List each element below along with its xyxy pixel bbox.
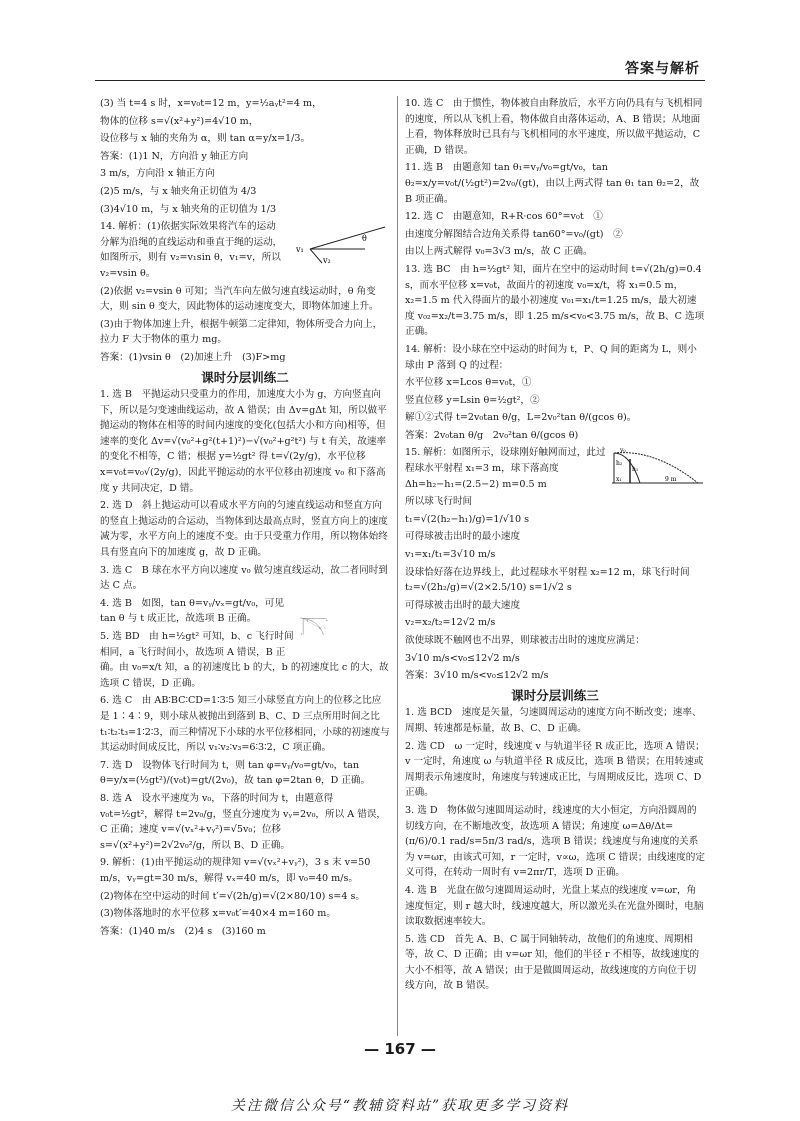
answer-block: 3 m/s，方向沿 x 轴正方向 [100, 168, 215, 180]
item-15-line: 所以球飞行时间 [405, 496, 473, 508]
fig15-h2-label: h₂ [616, 460, 623, 468]
answer-block: (3)4√10 m，与 x 轴夹角的正切值为 1/3 [100, 203, 277, 215]
fig14-v1-label: v₁ [296, 245, 304, 255]
header-title: 答案与解析 [625, 61, 700, 77]
item-15-line: 欲使球既不触网也不出界，则球被击出时的速度应满足： [405, 635, 645, 646]
fig4-x-label: x [326, 618, 328, 622]
item-12-eq2: 由速度分解图结合边角关系得 tan60°=v₀/(gt) ② [405, 228, 623, 240]
item-4: 4. 选 B 如图，tan θ=vᵧ/vₓ=gt/v₀，可见 tan θ 与 t 成正比，故选项 B 正确。 [100, 597, 288, 625]
item-12-result: 由以上两式解得 v₀=3√3 m/s，故 C 正确。 [405, 246, 593, 258]
item-15-line: 设球恰好落在边界线上，此过程球水平射程 x₂=12 m，球飞行时间 t₂=√(2h₂/g)=√(2×2.5/10) s=1/√2 s [405, 566, 693, 594]
item-15-line: 3√10 m/s<v₀≤12√2 m/s [405, 652, 520, 664]
item-12: 12. 选 C 由题意知，R+R·cos 60°=v₀t ① [405, 211, 603, 223]
item-9-part2: (2)物体在空中运动的时间 t′=√(2h/g)=√(2×80/10) s=4 s。 [100, 890, 366, 902]
item-15-line: v₁=x₁/t₁=3√10 m/s [405, 549, 496, 561]
fig15-v0-label: v₀ [620, 447, 626, 455]
fig4-p-label: P [319, 626, 321, 630]
item-3-5: 5. 选 CD 首先 A、B、C 属于同轴转动，故他们的角速度、周期相等，故 C、D 正确；由 v=ωr 知，他们的半径 r 不相等，故线速度的大小不相等，故 A 错误；由于是做圆周运动，故线速度的方向位于切线方向，故 B 错误。 [405, 933, 700, 992]
fig4-o-label: O [300, 616, 303, 620]
item-14-solve: 解①②式得 t=2v₀tan θ/g，L=2v₀²tan θ/(gcos θ)。 [405, 412, 637, 424]
item-3: 3. 选 C B 球在水平方向以速度 v₀ 做匀速直线运动，故二者同时到达 C 点。 [100, 564, 388, 592]
figure-4-projectile [300, 596, 390, 656]
item-15-line: v₂=x₂/t₂=12√2 m/s [405, 617, 496, 629]
item-6: 6. 选 C 由 AB∶BC∶CD=1∶3∶5 知三小球竖直方向上的位移之比应是 1∶4∶9，则小球从被抛出到落到 B、C、D 三点所用时间之比 t₁∶t₂∶t₃=1∶2∶3，而三种情况下小球的水平位移相同，小球的初速度与其运动时间成反比，所以 v₁∶v₂∶v₃=6∶3∶2，C 项正确。 [100, 695, 390, 754]
item-5: 5. 选 BD 由 h=½gt² 可知，b、c 飞行时间相同，a 飞行时间小，故选项 A 错误，B 正确。由 v₀=x/t 知，a 的初速度比 b 的大，b 的初速度比 c 的大，故选项 C 错误，D 正确。 [100, 631, 389, 689]
answer-14r: 答案：2v₀tan θ/g 2v₀²tan θ/(gcos θ) [405, 429, 579, 441]
item-3-3: 3. 选 D 物体做匀速圆周运动时，线速度的大小恒定，方向沿圆周的切线方向，在不断地改变，故选项 A 错误；角速度 ω=Δθ/Δt=(π/6)/0.1 rad/s=5π/3 rad/s，选项 B 错误；线速度与角速度的关系为 v=ωr，由该式可知，r 一定时，v∝ω，选项 C 错误；由线速度的定义可得，在转动一周时有 v=2πr/T，选项 D 正确。 [405, 804, 705, 879]
fig4-y-label: y [300, 632, 303, 636]
item-9: 9. 解析：(1)由平抛运动的规律知 v=√(vₓ²+vᵧ²)，3 s 末 v=50 m/s，vᵧ=gt=30 m/s，解得 vₓ=40 m/s，即 v₀=40 m/s。 [100, 857, 374, 884]
fig14-theta-label: θ [362, 234, 367, 244]
left-block: (3) 当 t=4 s 时，x=v₀t=12 m，y=½aᵧt²=4 m， [100, 98, 322, 109]
solution-14-part2: (2)依据 v₂=vsin θ 可知；当汽车向左做匀速直线运动时，θ 角变大，则 sin θ 变大，因此物体的运动速度变大，即物体加速上升。 [100, 285, 379, 313]
section-title-three: 课时分层训练三 [511, 687, 599, 703]
item-11: 11. 选 B 由题意知 tan θ₁=vᵧ/v₀=gt/v₀，tan θ₂=x/y=v₀t/(½gt²)=2v₀/(gt)，由以上两式得 tan θ₁ tan θ₂=2，故 B 项正确。 [405, 162, 703, 205]
item-13: 13. 选 BC 由 h=½gt² 知，面片在空中的运动时间 t=√(2h/g)=0.4 s，而水平位移 x=v₀t，故面片的初速度 v₀=x/t，将 x₁=0.5 m，x₂=1.5 m 代入得面片的最小初速度 v₀₁=x₁/t=1.25 m/s，最大初速度 v₀₂=x₂/t=3.75 m/s，即 1.25 m/s<v₀<3.75 m/s，故 B、C 选项正确。 [405, 263, 705, 338]
item-15-line: 可得球被击出时的最大速度 [405, 599, 521, 611]
right-column [405, 96, 705, 996]
solution-14: 14. 解析：(1)依据实际效果将汽车的运动分解为沿绳的直线运动和垂直于绳的运动，如图所示，则有 v₂=v₁sin θ，v₁=v，所以 v₂=vsin θ。 [100, 221, 284, 279]
figure-15-volleyball [610, 445, 705, 487]
item-14-eq1: 水平位移 x=Lcos θ=v₀t，① [405, 377, 532, 389]
header-rule [95, 80, 705, 81]
footer-note: 关注微信公众号“教辅资料站”获取更多学习资料 [230, 1098, 570, 1114]
item-3-4: 4. 选 B 光盘在做匀速圆周运动时，光盘上某点的线速度 v=ωr，角速度恒定，则 r 越大时，线速度越大，所以激光头在光盘外圈时，电脑读取数据速率较大。 [405, 884, 704, 928]
column-divider [397, 96, 398, 1036]
answer-15: 答案：3√10 m/s<v₀≤12√2 m/s [405, 670, 549, 682]
item-8: 8. 选 A 设水平速度为 v₀，下落的时间为 t，由题意得 v₀t=½gt²，解得 t=2v₀/g，竖直分速度为 vᵧ=2v₀，所以 A 错误，C 正确；速度 v=√(vₓ²+vᵧ²)=√5v₀；位移 s=√(x²+y²)=2√2v₀²/g，所以 B、D 正确。 [100, 792, 387, 851]
item-1: 1. 选 B 平抛运动只受重力的作用，加速度大小为 g，方向竖直向下，所以是匀变速曲线运动，故 A 错误；由 Δv=gΔt 知，所以做平抛运动的物体在相等的时间内速度的变化(包括大小和方向)相等，但速率的变化 Δv=√(v₀²+g²(t+1)²)−√(v₀²+g²t²) 与 t 有关，故速率的变化不相等，C 错；根据 y=½gt² 得 t=√(2y/g)，水平位移 x=v₀t=v₀√(2y/g)，因此平抛运动的水平位移由初速度 v₀ 和下落高度 y 共同决定，D 错。 [100, 389, 387, 494]
item-15: 15. 解析：如图所示，设球刚好触网而过，此过程球水平射程 x₁=3 m，球下落高度 Δh=h₂−h₁=(2.5−2) m=0.5 m [405, 447, 606, 490]
item-15-line: 可得球被击出时的最小速度 [405, 531, 521, 543]
fig4-vy-label: vᵧ [322, 633, 325, 636]
fig4-theta-label: θ [306, 619, 309, 623]
fig15-x1-label: x₁ [616, 476, 622, 484]
fig4-vx-label: vₓ [324, 627, 327, 630]
answer-block: (2)5 m/s，与 x 轴夹角正切值为 4/3 [100, 185, 257, 197]
item-2: 2. 选 D 斜上抛运动可以看成水平方向的匀速直线运动和竖直方向的竖直上抛运动的合运动，当物体到达最高点时，竖直方向上的速度减为零，水平方向上的速度不变。由于只受重力作用，所以物体始终具有竖直向下的加速度 g，故 D 正确。 [100, 500, 388, 559]
item-10: 10. 选 C 由于惯性，物体被自由释放后，水平方向仍具有与飞机相同的速度，所以从飞机上看，物体做自由落体运动，A、B 错误；从地面上看，物体释放时已具有与飞机相同的水平速度，所以做平抛运动，C 正确，D 错误。 [405, 98, 704, 156]
item-7: 7. 选 D 设物体飞行时间为 t，则 tan φ=vᵧ/v₀=gt/v₀，tan θ=y/x=(½gt²)/(v₀t)=gt/(2v₀)，故 tan φ=2tan θ，D 正确。 [100, 759, 371, 787]
item-3-1: 1. 选 BCD 速度是矢量，匀速圆周运动的速度方向不断改变；速率、周期、转速都是标量，故 B、C、D 正确。 [405, 707, 702, 734]
item-15-line: t₁=√(2(h₂−h₁)/g)=1/√10 s [405, 513, 530, 525]
answer-14: 答案：(1)vsin θ (2)加速上升 (3)F>mg [100, 351, 286, 363]
solution-14-part3: (3)由于物体加速上升，根据牛顿第二定律知，物体所受合力向上，拉力 F 大于物体的重力 mg。 [100, 318, 383, 346]
page-number: — 167 — [364, 1040, 436, 1058]
left-column [100, 96, 390, 941]
answer-block: 答案：(1)1 N，方向沿 y 轴正方向 [100, 150, 249, 162]
fig14-v2-label: v₂ [323, 256, 331, 266]
left-block: 物体的位移 s=√(x²+y²)=4√10 m， [100, 115, 259, 127]
item-14-eq2: 竖直位移 y=Lsin θ=½gt²，② [405, 394, 540, 406]
item-9-part3: (3)物体落地时的水平位移 x=v₀t′=40×4 m=160 m。 [100, 908, 336, 920]
left-block: 设位移与 x 轴的夹角为 α，则 tan α=y/x=1/3。 [100, 133, 311, 145]
item-14: 14. 解析：设小球在空中运动的时间为 t，P、Q 间的距离为 L，则小球由 P 落到 Q 的过程： [405, 343, 697, 371]
answer-9: 答案：(1)40 m/s (2)4 s (3)160 m [100, 925, 266, 937]
fig15-9m-label: 9 m [665, 476, 677, 484]
fig15-h1-label: h₁ [632, 466, 639, 474]
section-title-two: 课时分层训练二 [201, 369, 289, 385]
item-3-2: 2. 选 CD ω 一定时，线速度 v 与轨道半径 R 成正比，选项 A 错误；v 一定时，角速度 ω 与轨道半径 R 成反比，选项 B 错误；在用转速或周期表示角速度时，角速度与转速成正比，与周期成反比，选项 C、D 正确。 [405, 740, 705, 799]
